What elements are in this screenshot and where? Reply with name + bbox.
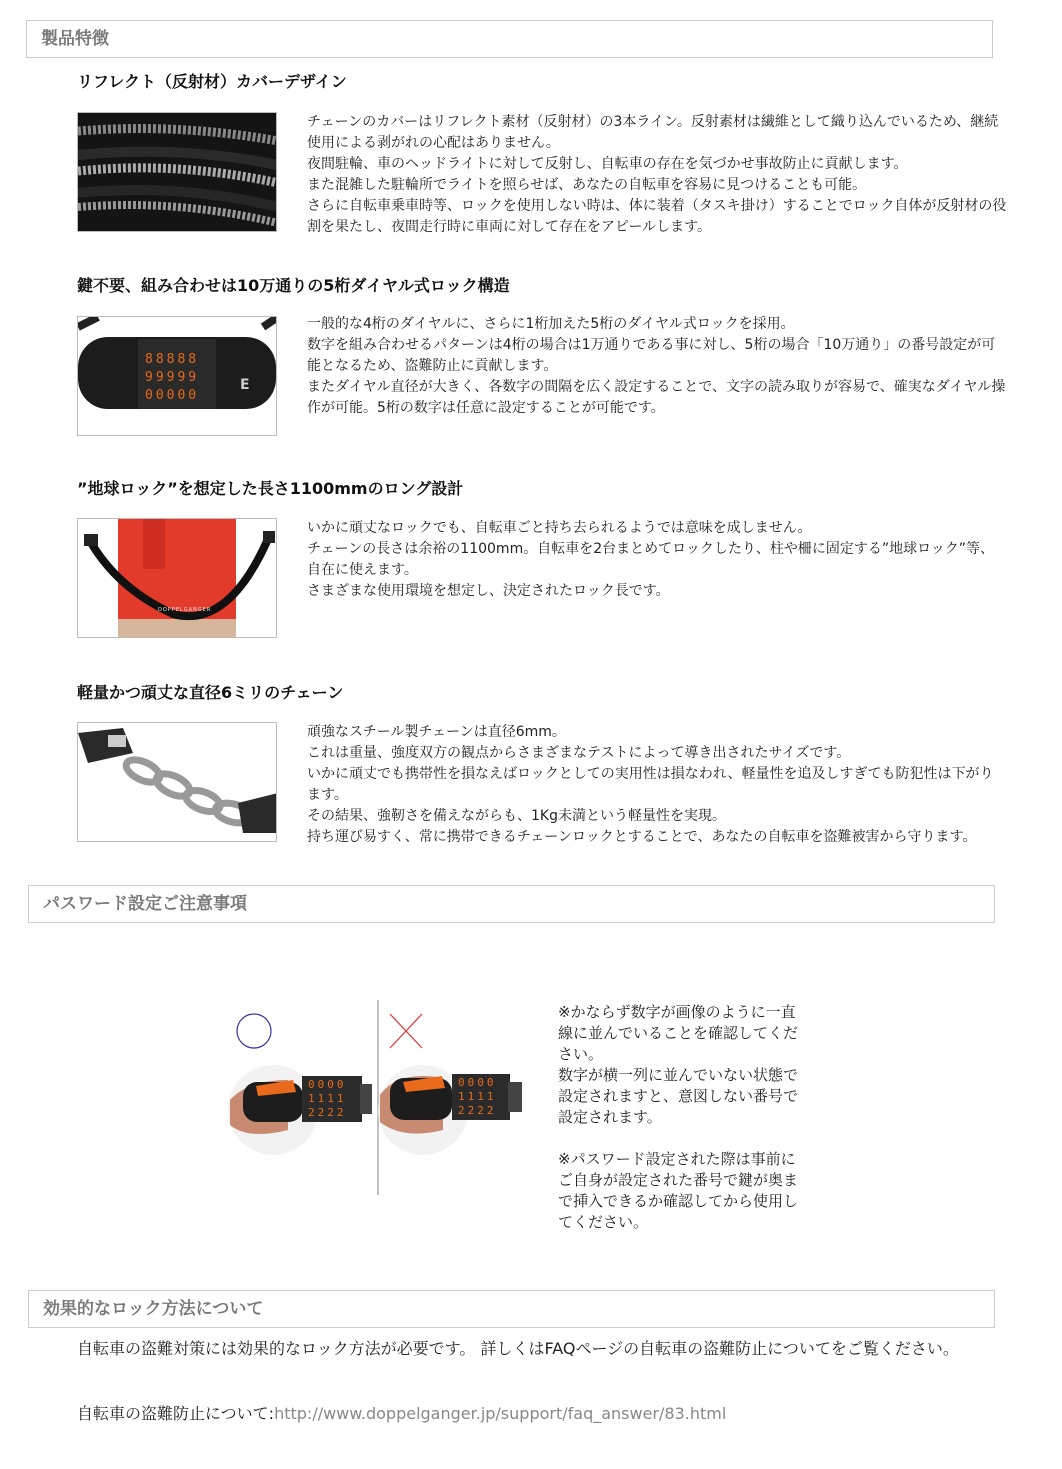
feature-line: いかに頑丈なロックでも、自転車ごと持ち去られるようでは意味を成しません。: [307, 520, 812, 536]
reflect-cover-image: [77, 112, 277, 232]
feature-line: 持ち運び易すく、常に携帯できるチェーンロックとすることで、あなたの自転車を盗難被害から守ります。: [307, 829, 977, 845]
note-para: ※パスワード設定された際は事前にご自身が設定された番号で鍵が奥まで挿入できるか確認してから使用してください。: [558, 1150, 799, 1231]
feature-title-dial: 鍵不要、組み合わせは10万通りの5桁ダイヤル式ロック構造: [77, 276, 510, 295]
dial-row: 88888: [145, 352, 200, 367]
feature-line: 一般的な4桁のダイヤルに、さらに1桁加えた5桁のダイヤル式ロックを採用。: [307, 316, 795, 332]
ok-circle-icon: [237, 1014, 271, 1048]
long-chain-image: [77, 518, 277, 638]
dial-row: 2222: [308, 1106, 347, 1119]
ng-cross-icon: [390, 1014, 422, 1048]
feature-title-chain: 軽量かつ頑丈な直径6ミリのチェーン: [77, 683, 344, 702]
feature-line: 夜間駐輪、車のヘッドライトに対して反射し、自転車の存在を気づかせ事故防止に貢献します。: [307, 156, 908, 172]
feature-line: また混雑した駐輪所でライトを照らせば、あなたの自転車を容易に見つけることも可能。: [307, 177, 867, 193]
password-illustration: [228, 1000, 528, 1195]
feature-line: さらに自転車乗車時等、ロックを使用しない時は、体に装着（タスキ掛け）することでロック自体が反射材の役割を果たし、夜間走行時に車両に対して存在をアピールします。: [307, 198, 1007, 235]
section-header-password: パスワード設定ご注意事項: [28, 885, 995, 923]
feature-desc-length: [307, 518, 1007, 602]
note-para: 数字が横一列に並んでいない状態で設定されますと、意図しない番号で設定されます。: [558, 1066, 799, 1126]
section-header-features: 製品特徴: [26, 20, 993, 58]
ng-dial-digits: [458, 1076, 497, 1118]
faq-link[interactable]: http://www.doppelganger.jp/support/faq_answer/83.html: [274, 1404, 727, 1423]
feature-desc-chain: [307, 722, 1007, 848]
steel-chain-image: [77, 722, 277, 842]
feature-line: これは重量、強度双方の観点からさまざまなテストによって導き出されたサイズです。: [307, 745, 851, 761]
dial-row: 0000: [458, 1076, 497, 1089]
feature-desc-dial: [307, 314, 1007, 419]
chain-print: DOPPELGANGER: [158, 607, 212, 613]
dial-row: 00000: [145, 388, 200, 403]
lock-method-link-label: 自転車の盗難防止について:: [77, 1404, 275, 1423]
dial-row: 1111: [458, 1090, 497, 1103]
note-spacer: [558, 1128, 798, 1149]
svg-text:E: E: [240, 377, 250, 393]
feature-title-reflect: リフレクト（反射材）カバーデザイン: [77, 72, 347, 91]
dial-row: 99999: [145, 370, 200, 385]
ok-dial-digits: [308, 1078, 347, 1120]
dial-row: 1111: [308, 1092, 347, 1105]
password-note: [558, 1002, 798, 1233]
dial-digits: [145, 351, 199, 405]
lock-method-link-row: [77, 1403, 977, 1425]
section-header-lock-method: 効果的なロック方法について: [28, 1290, 995, 1328]
feature-title-length: ”地球ロック”を想定した長さ1100mmのロング設計: [77, 479, 464, 498]
note-para: ※かならず数字が画像のように一直線に並んでいることを確認してください。: [558, 1003, 799, 1063]
feature-line: 頑強なスチール製チェーンは直径6mm。: [307, 724, 566, 740]
feature-line: さまざまな使用環境を想定し、決定されたロック長です。: [307, 583, 670, 599]
dial-row: 2222: [458, 1104, 497, 1117]
feature-line: チェーンの長さは余裕の1100mm。自転車を2台まとめてロックしたり、柱や柵に固定する”地球ロック”等、自在に使えます。: [307, 541, 995, 578]
dial-row: 0000: [308, 1078, 347, 1091]
dial-lock-image: [77, 316, 277, 436]
feature-line: またダイヤル直径が大きく、各数字の間隔を広く設定することで、文字の読み取りが容易で、確実なダイヤル操作が可能。5桁の数字は任意に設定することが可能です。: [307, 379, 1006, 416]
feature-line: いかに頑丈でも携帯性を損なえばロックとしての実用性は損なわれ、軽量性を追及しすぎても防犯性は下がります。: [307, 766, 994, 803]
lock-method-text: 自転車の盗難対策には効果的なロック方法が必要です。 詳しくはFAQページの自転車の盗難防止についてをご覧ください。: [77, 1339, 959, 1358]
feature-line: チェーンのカバーはリフレクト素材（反射材）の3本ライン。反射素材は繊維として織り込んでいるため、継続使用による剥がれの心配はありません。: [307, 114, 999, 151]
feature-line: 数字を組み合わせるパターンは4桁の場合は1万通りである事に対し、5桁の場合「10万通り」の番号設定が可能となるため、盗難防止に貢献します。: [307, 337, 996, 374]
feature-desc-reflect: [307, 112, 1007, 238]
feature-line: その結果、強靭さを備えながらも、1Kg未満という軽量性を実現。: [307, 808, 726, 824]
